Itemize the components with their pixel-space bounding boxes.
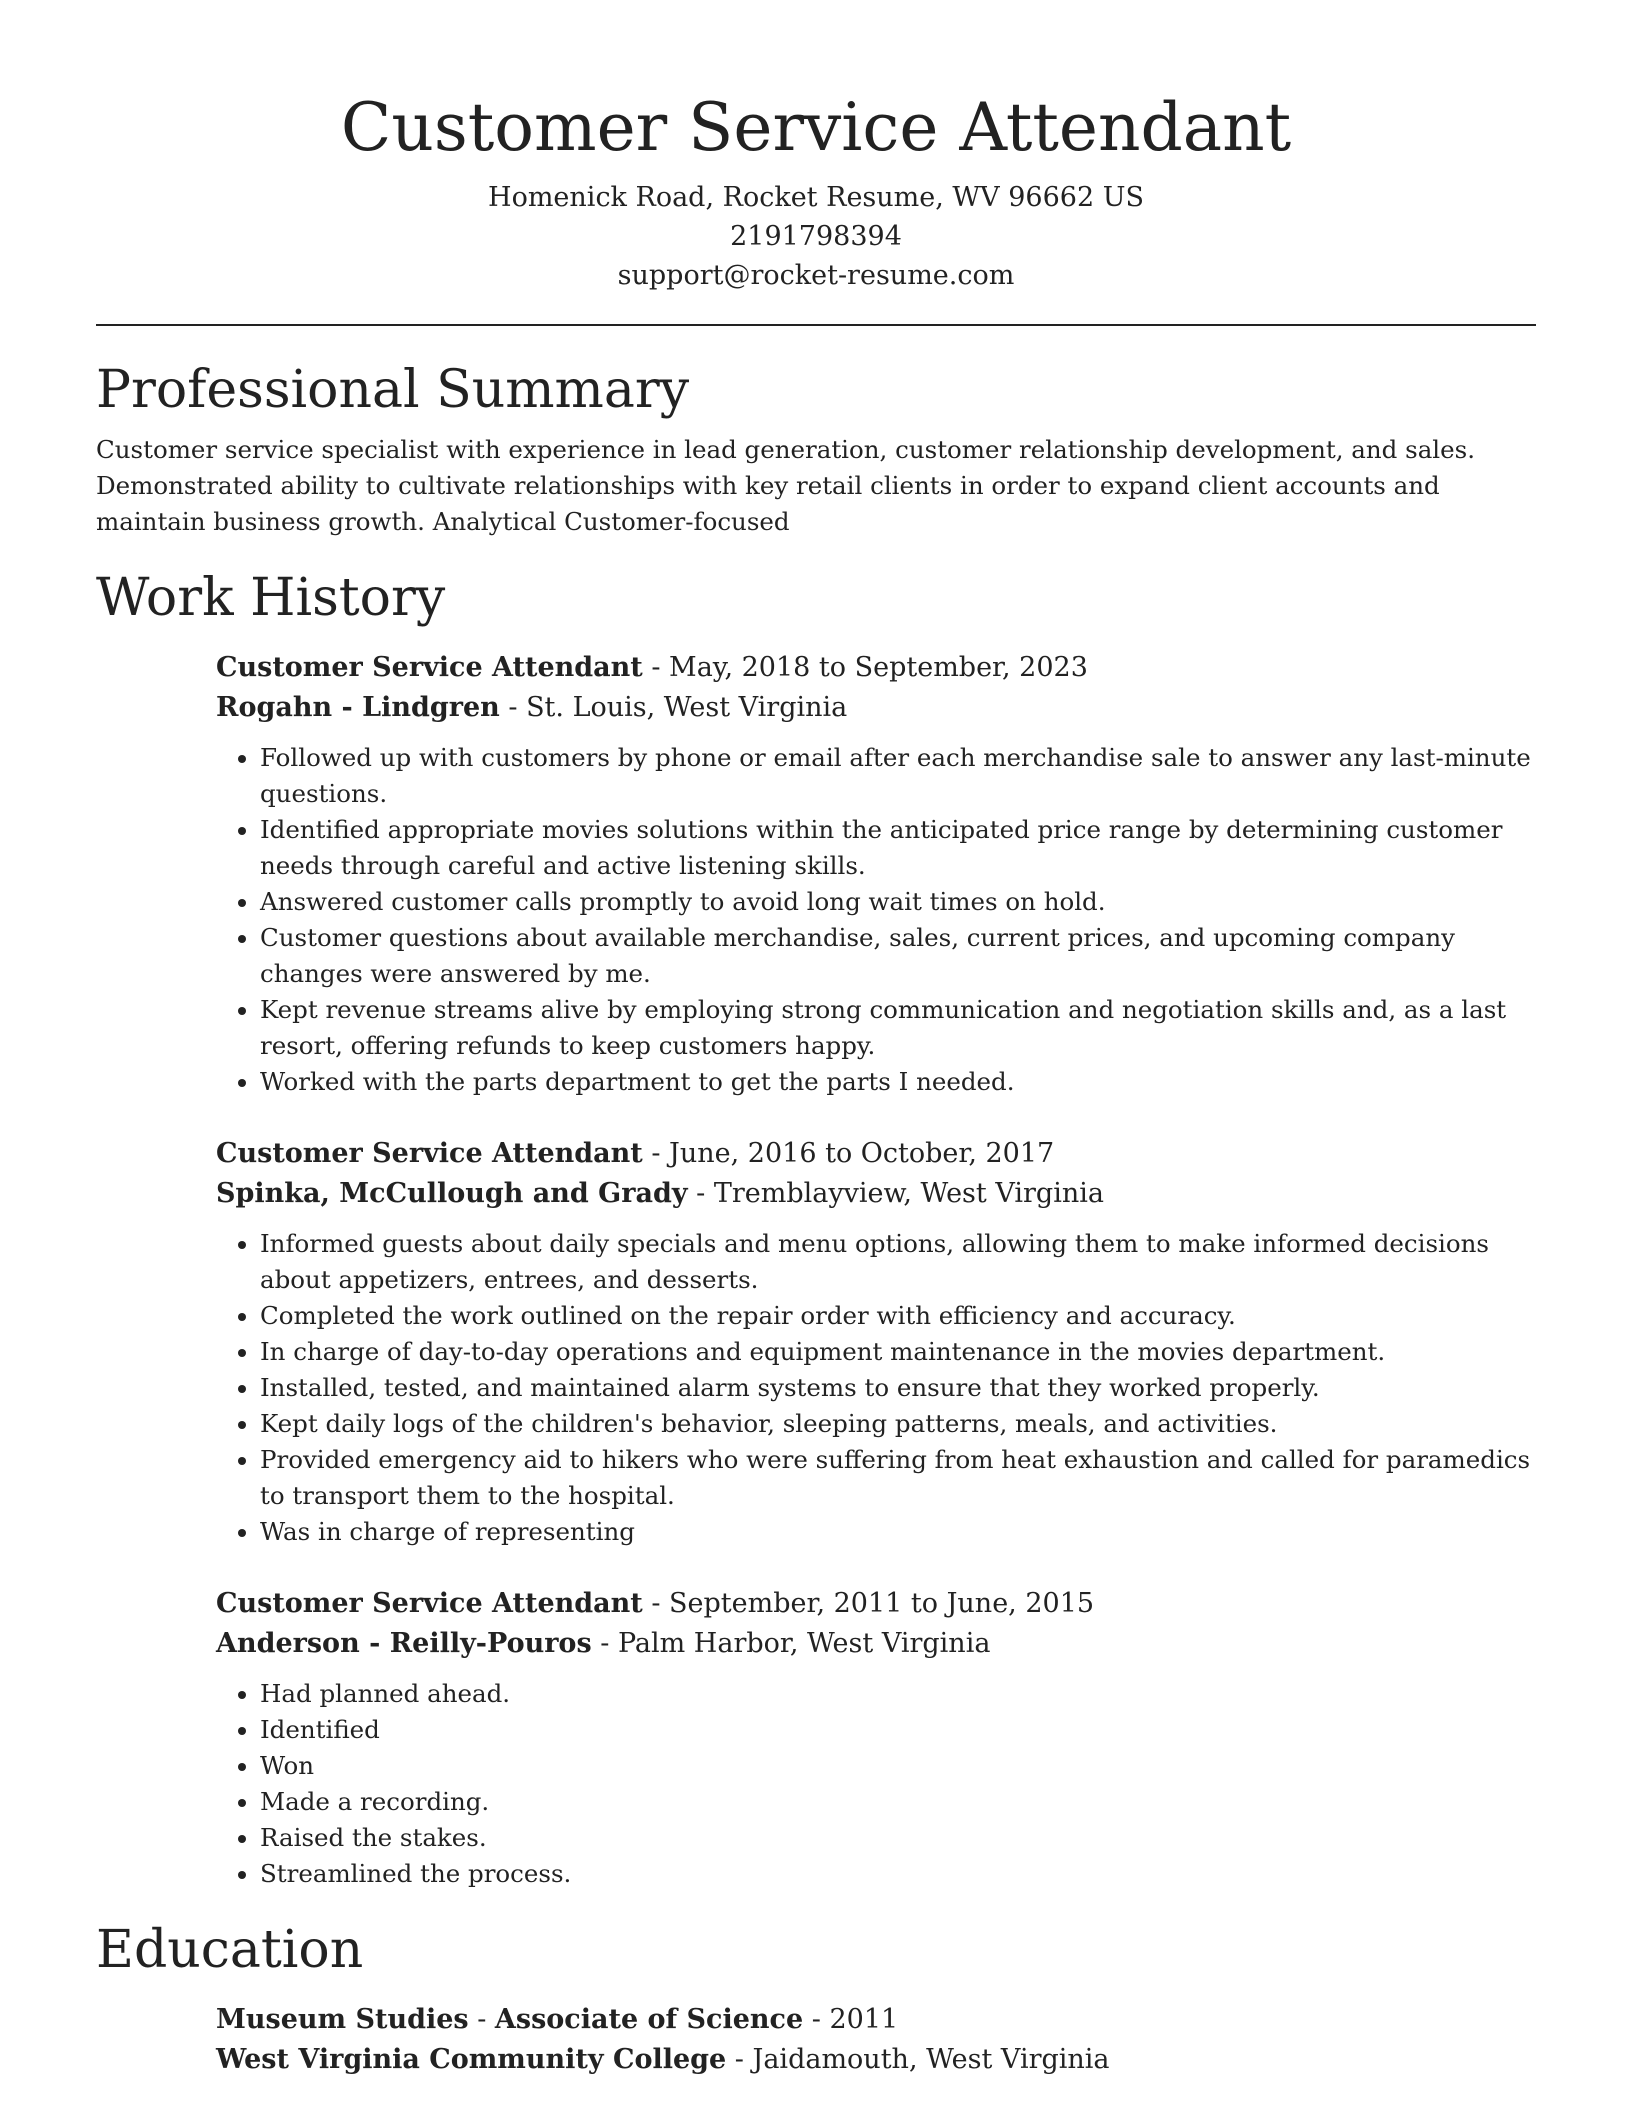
bullet-item: • Streamlined the process.	[260, 1856, 1536, 1892]
job-bullets	[216, 740, 1536, 1100]
contact-block	[96, 178, 1536, 295]
summary-text: Customer service specialist with experience in lead generation, customer relationship development, and sales. Demonstrated ability to cultivate relationships with key retail clients in order to expand client accounts and maintain business growth. Analytical Customer-focused	[96, 435, 1475, 536]
job-role: Customer Service Attendant	[216, 1138, 643, 1169]
bullet-item: • Worked with the parts department to get the parts I needed.	[260, 1064, 1536, 1100]
job-location: Tremblayview, West Virginia	[713, 1178, 1104, 1209]
job-company-line	[216, 1624, 1536, 1664]
job-company: Rogahn - Lindgren	[216, 692, 500, 723]
summary-heading: Professional Summary	[96, 360, 690, 420]
separator: -	[468, 2004, 495, 2035]
contact-email: support@rocket-resume.com	[617, 260, 1015, 291]
bullet-item: • Provided emergency aid to hikers who were suffering from heat exhaustion and called for paramedics to transport them to the hospital.	[260, 1442, 1536, 1514]
job-dates: May, 2018 to September, 2023	[669, 652, 1088, 683]
resume-title: Customer Service Attendant	[340, 89, 1292, 166]
job-entry	[216, 1134, 1536, 1550]
separator: -	[687, 1178, 714, 1209]
education-degree: Associate of Science	[494, 2004, 804, 2035]
separator: -	[642, 1588, 670, 1619]
bullet-item: • In charge of day-to-day operations and equipment maintenance in the movies department.	[260, 1334, 1536, 1370]
bullet-item: • Raised the stakes.	[260, 1820, 1536, 1856]
bullet-item: • Identified appropriate movies solutions within the anticipated price range by determining customer needs through careful and active listening skills.	[260, 812, 1536, 884]
job-location: St. Louis, West Virginia	[526, 692, 848, 723]
job-company-line	[216, 1174, 1536, 1214]
school-line	[216, 2040, 1536, 2080]
education-location: Jaidamouth, West Virginia	[752, 2044, 1110, 2075]
bullet-item: • Informed guests about daily specials and menu options, allowing them to make informed decisions about appetizers, entrees, and desserts.	[260, 1226, 1536, 1298]
education-year: 2011	[829, 2004, 899, 2035]
bullet-item: • Identified	[260, 1712, 1536, 1748]
education-field: Museum Studies	[216, 2004, 469, 2035]
bullet-item: • Completed the work outlined on the repair order with efficiency and accuracy.	[260, 1298, 1536, 1334]
job-title-line	[216, 1134, 1536, 1174]
degree-line	[216, 2000, 1536, 2040]
job-title-line	[216, 648, 1536, 688]
separator: -	[642, 1138, 670, 1169]
job-company: Spinka, McCullough and Grady	[216, 1178, 688, 1209]
bullet-item: • Customer questions about available merchandise, sales, current prices, and upcoming company changes were answered by me.	[260, 920, 1536, 992]
job-role: Customer Service Attendant	[216, 652, 643, 683]
separator: -	[803, 2004, 830, 2035]
bullet-item: • Had planned ahead.	[260, 1676, 1536, 1712]
education-entry	[216, 2000, 1536, 2080]
bullet-item: • Made a recording.	[260, 1784, 1536, 1820]
job-role: Customer Service Attendant	[216, 1588, 643, 1619]
job-location: Palm Harbor, West Virginia	[617, 1628, 991, 1659]
separator: -	[499, 692, 527, 723]
bullet-item: • Won	[260, 1748, 1536, 1784]
job-company: Anderson - Reilly-Pouros	[216, 1628, 592, 1659]
bullet-item: • Kept revenue streams alive by employing strong communication and negotiation skills and, as a last resort, offering refunds to keep customers happy.	[260, 992, 1536, 1064]
work-history-heading: Work History	[96, 568, 446, 628]
resume-page	[96, 0, 1536, 2080]
job-entry	[216, 648, 1536, 1100]
contact-phone: 2191798394	[730, 221, 902, 252]
job-title-line	[216, 1584, 1536, 1624]
work-history-list	[216, 648, 1536, 1892]
separator: -	[591, 1628, 618, 1659]
separator: -	[642, 652, 670, 683]
job-entry	[216, 1584, 1536, 1892]
job-dates: June, 2016 to October, 2017	[669, 1138, 1055, 1169]
education-school: West Virginia Community College	[216, 2044, 727, 2075]
job-dates: September, 2011 to June, 2015	[669, 1588, 1095, 1619]
job-bullets	[216, 1226, 1536, 1550]
bullet-item: • Followed up with customers by phone or email after each merchandise sale to answer any last-minute questions.	[260, 740, 1536, 812]
job-bullets	[216, 1676, 1536, 1892]
header-divider	[96, 324, 1536, 326]
bullet-item: • Was in charge of representing	[260, 1514, 1536, 1550]
contact-address: Homenick Road, Rocket Resume, WV 96662 US	[488, 182, 1144, 213]
bullet-item: • Installed, tested, and maintained alarm systems to ensure that they worked properly.	[260, 1370, 1536, 1406]
job-company-line	[216, 688, 1536, 728]
bullet-item: • Answered customer calls promptly to avoid long wait times on hold.	[260, 884, 1536, 920]
education-heading: Education	[96, 1920, 364, 1980]
bullet-item: • Kept daily logs of the children's behavior, sleeping patterns, meals, and activities.	[260, 1406, 1536, 1442]
separator: -	[726, 2044, 753, 2075]
